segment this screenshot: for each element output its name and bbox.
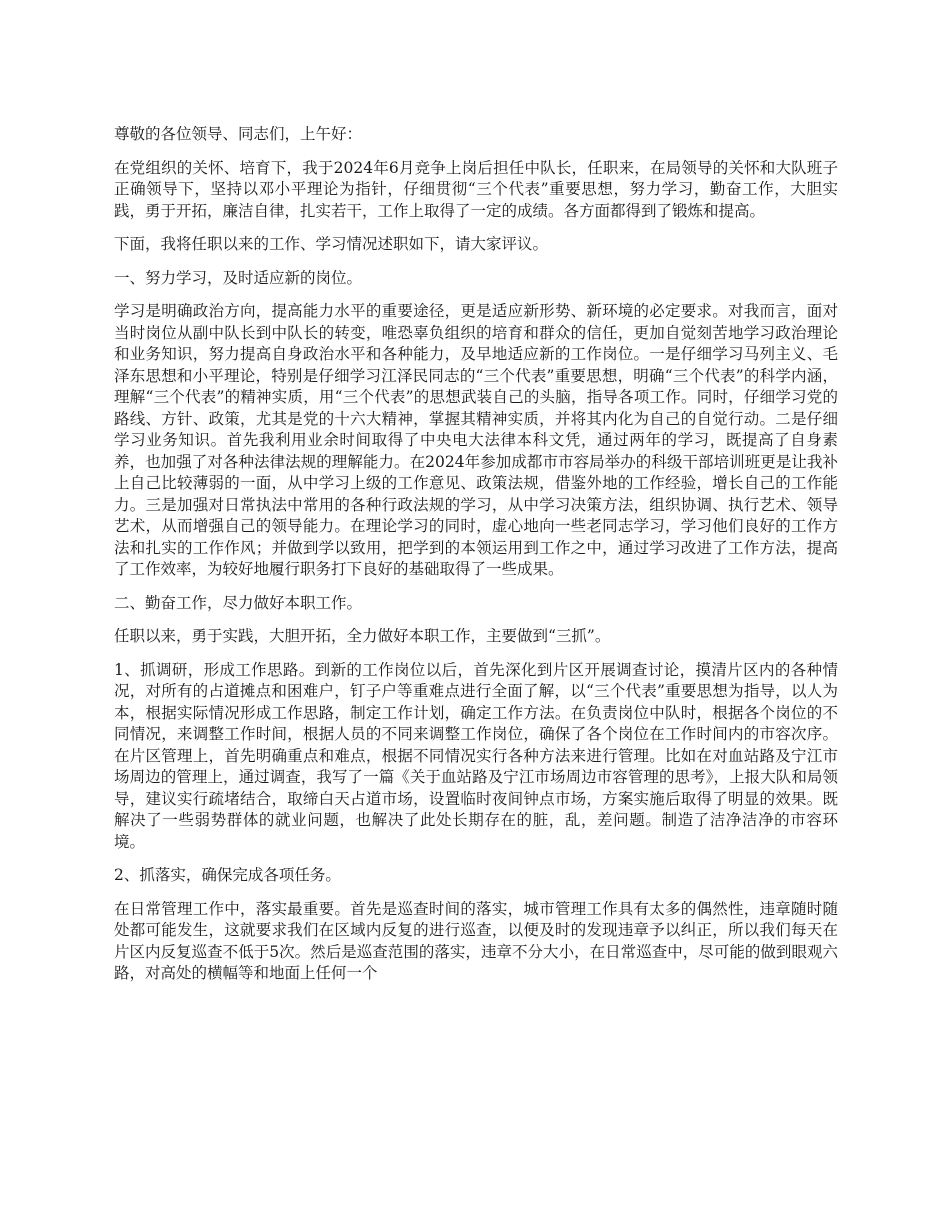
subsection-2-body: 在日常管理工作中，落实最重要。首先是巡查时间的落实，城市管理工作具有太多的偶然性，违章随时随处都可能发生，这就要求我们在区域内反复的进行巡查，以便及时的发现违章予以纠正，所以我们每天在片区内反复巡查不低于5次。然后是巡查范围的落实，违章不分大小，在日常巡查中，尽可能的做到眼观六路，对高处的横幅等和地面上任何一个 [114,899,838,982]
intro-paragraph: 在党组织的关怀、培育下，我于2024年6月竞争上岗后担任中队长，任职来，在局领导的关怀和大队班子正确领导下，坚持以邓小平理论为指针，仔细贯彻“三个代表”重要思想，努力学习，勤奋工作，大胆实践，勇于开拓，廉洁自律，扎实若干，工作上取得了一定的成绩。各方面都得到了锻炼和提高。 [114,158,838,220]
greeting: 尊敬的各位领导、同志们，上午好： [114,125,363,143]
section-1-body: 学习是明确政治方向，提高能力水平的重要途径，更是适应新形势、新环境的必定要求。对我而言，面对当时岗位从副中队长到中队长的转变，唯恐辜负组织的培育和群众的信任，更加自觉刻苦地学习政治理论和业务知识，努力提高自身政治水平和各种能力，及早地适应新的工作岗位。一是仔细学习马列主义、毛泽东思想和小平理论，特别是仔细学习江泽民同志的“三个代表”重要思想，明确“三个代表”的科学内涵，理解“三个代表”的精神实质，用“三个代表”的思想武装自己的头脑，指导各项工作。同时，仔细学习党的路线、方针、政策，尤其是党的十六大精神，掌握其精神实质，并将其内化为自己的自觉行动。二是仔细学习业务知识。首先我利用业余时间取得了中央电大法律本科文凭，通过两年的学习，既提高了自身素养，也加强了对各种法律法规的理解能力。在2024年参加成都市市容局举办的科级干部培训班更是让我补上自己比较薄弱的一面，从中学习上级的工作意见、政策法规，借鉴外地的工作经验，增长自己的工作能力。三是加强对日常执法中常用的各种行政法规的学习，从中学习决策方法，组织协调、执行艺术、领导艺术，从而增强自己的领导能力。在理论学习的同时，虚心地向一些老同志学习，学习他们良好的工作方法和扎实的工作作风；并做到学以致用，把学到的本领运用到工作之中，通过学习改进了工作方法，提高了工作效率，为较好地履行职务打下良好的基础取得了一些成果。 [114,302,838,578]
subsection-heading-2: 2、抓落实，确保完成各项任务。 [114,866,341,884]
section-heading-2: 二、勤奋工作，尽力做好本职工作。 [114,593,363,612]
document-body [114,124,838,997]
section-heading-1: 一、努力学习，及时适应新的岗位。 [114,268,363,287]
report-statement: 下面，我将任职以来的工作、学习情况述职如下，请大家评议。 [114,235,549,253]
subsection-1-body: 1、抓调研，形成工作思路。到新的工作岗位以后，首先深化到片区开展调查讨论，摸清片区内的各种情况，对所有的占道摊点和困难户，钉子户等重难点进行全面了解，以“三个代表”重要思想为指导，以人为本，根据实际情况形成工作思路，制定工作计划，确定工作方法。在负责岗位中队时，根据各个岗位的不同情况，来调整工作时间，根据人员的不同来调整工作岗位，确保了各个岗位在工作时间内的市容次序。在片区管理上，首先明确重点和难点，根据不同情况实行各种方法来进行管理。比如在对血站路及宁江市场周边的管理上，通过调查，我写了一篇《关于血站路及宁江市场周边市容管理的思考》，上报大队和局领导，建议实行疏堵结合，取缔白天占道市场，设置临时夜间钟点市场，方案实施后取得了明显的效果。既解决了一些弱势群体的就业问题，也解决了此处长期存在的脏，乱，差问题。制造了洁净洁净的市容环境。 [114,660,838,851]
section-2-intro: 任职以来，勇于实践，大胆开拓，全力做好本职工作，主要做到“三抓”。 [114,627,611,645]
